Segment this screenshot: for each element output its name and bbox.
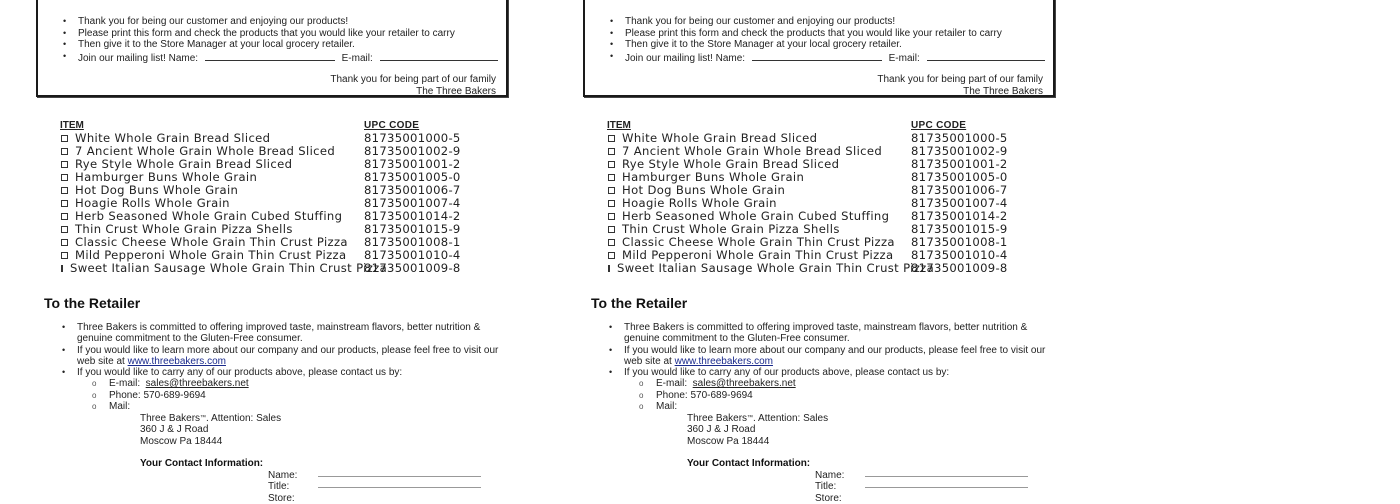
- product-checkbox[interactable]: [61, 135, 68, 142]
- customer-bullets: [605, 16, 1045, 64]
- product-row: [607, 262, 1008, 275]
- mailing-email-field[interactable]: [927, 51, 1045, 61]
- contact-field-store: [815, 493, 1028, 504]
- customer-box: [36, 0, 508, 97]
- product-name: Mild Pepperoni Whole Grain Thin Crust Pizza: [75, 248, 347, 262]
- contact-info-title: Your Contact Information:: [140, 458, 264, 469]
- retailer-bullet-text: If you would like to carry any of our products above, please contact us by:: [624, 367, 950, 379]
- product-checkbox[interactable]: [608, 174, 615, 181]
- field-label: Name:: [815, 470, 845, 481]
- product-checkbox[interactable]: [61, 213, 68, 220]
- product-checkbox[interactable]: [61, 265, 63, 272]
- product-upc: 81735001014-2: [911, 209, 1008, 223]
- contact-field-title: [268, 481, 481, 492]
- product-name: White Whole Grain Bread Sliced: [622, 131, 818, 145]
- product-checkbox[interactable]: [608, 213, 615, 220]
- mailing-list-label: Join our mailing list! Name:: [78, 52, 199, 64]
- product-upc: 81735001008-1: [364, 235, 461, 249]
- mailing-name-field[interactable]: [752, 51, 882, 61]
- mailing-email-label: E-mail:: [341, 52, 373, 64]
- email-link[interactable]: sales@threebakers.net: [145, 378, 249, 390]
- contact-mail: o Mail:: [624, 401, 1049, 412]
- field-label: Store:: [268, 492, 295, 504]
- product-upc: 81735001006-7: [364, 183, 461, 197]
- contact-field-title: [815, 481, 1028, 492]
- product-checkbox[interactable]: [608, 239, 615, 246]
- product-checkbox[interactable]: [608, 135, 615, 142]
- product-checkbox[interactable]: [61, 226, 68, 233]
- product-upc: 81735001015-9: [911, 222, 1008, 236]
- retailer-bullet: [609, 367, 1049, 412]
- product-checkbox[interactable]: [608, 226, 615, 233]
- website-link[interactable]: www.threebakers.com: [674, 355, 773, 367]
- product-checkbox[interactable]: [61, 187, 68, 194]
- retailer-bullet: [62, 345, 502, 368]
- contact-methods: [77, 378, 502, 412]
- email-label: E-mail:: [109, 378, 146, 390]
- website-link[interactable]: www.threebakers.com: [127, 355, 226, 367]
- flyer-right: [547, 0, 1077, 504]
- address-line3: Moscow Pa 18444: [140, 435, 223, 447]
- product-checkbox[interactable]: [608, 200, 615, 207]
- product-name: Hoagie Rolls Whole Grain: [75, 196, 230, 210]
- field-label: Title:: [268, 481, 290, 493]
- product-name: Classic Cheese Whole Grain Thin Crust Pizza: [75, 235, 348, 249]
- product-checklist: [60, 120, 461, 275]
- contact-methods: [624, 378, 1049, 412]
- product-checkbox[interactable]: [608, 187, 615, 194]
- contact-field-name: [815, 470, 1028, 481]
- product-name: Sweet Italian Sausage Whole Grain Thin Crust Pizza: [617, 261, 935, 275]
- address-line3: Moscow Pa 18444: [687, 435, 770, 447]
- item-column-header: ITEM: [607, 120, 631, 131]
- product-name: Sweet Italian Sausage Whole Grain Thin Crust Pizza: [70, 261, 388, 275]
- product-name: Hot Dog Buns Whole Grain: [75, 183, 239, 197]
- product-name: Hoagie Rolls Whole Grain: [622, 196, 777, 210]
- product-upc: 81735001001-2: [364, 157, 461, 171]
- product-name: Thin Crust Whole Grain Pizza Shells: [75, 222, 293, 236]
- customer-bullets: [58, 16, 498, 64]
- product-checkbox[interactable]: [61, 161, 68, 168]
- email-label: E-mail:: [656, 378, 693, 390]
- product-checkbox[interactable]: [61, 200, 68, 207]
- mailing-email-label: E-mail:: [888, 52, 920, 64]
- product-upc: 81735001010-4: [364, 248, 461, 262]
- field-label: Title:: [815, 481, 837, 493]
- upc-column-header: UPC CODE: [911, 120, 967, 131]
- customer-bullet: • Thank you for being our customer and enjoying our products!: [58, 16, 498, 28]
- product-name: Rye Style Whole Grain Bread Sliced: [75, 157, 293, 171]
- field-label: Store:: [815, 492, 842, 504]
- contact-info-fields: [815, 470, 1028, 504]
- product-checkbox[interactable]: [61, 252, 68, 259]
- product-name: Hamburger Buns Whole Grain: [622, 170, 805, 184]
- attention-text: . Attention: Sales: [206, 413, 282, 424]
- product-upc: 81735001009-8: [364, 261, 461, 275]
- product-upc: 81735001008-1: [911, 235, 1008, 249]
- mailing-list-bullet: [58, 51, 498, 65]
- product-name: Herb Seasoned Whole Grain Cubed Stuffing: [75, 209, 343, 223]
- retailer-section-title: To the Retailer: [44, 295, 141, 311]
- product-checkbox[interactable]: [608, 252, 615, 259]
- product-upc: 81735001000-5: [364, 131, 461, 145]
- trademark-symbol: ™: [747, 415, 754, 421]
- retailer-bullet-text: If you would like to carry any of our products above, please contact us by:: [77, 367, 403, 379]
- retailer-bullet: [609, 345, 1049, 368]
- address-line2: 360 J & J Road: [687, 424, 756, 436]
- customer-bullet: • Thank you for being our customer and enjoying our products!: [605, 16, 1045, 28]
- customer-bullet: • Then give it to the Store Manager at your local grocery retailer.: [58, 39, 498, 51]
- field-label: Name:: [268, 470, 298, 481]
- signoff-line2: The Three Bakers: [416, 85, 496, 97]
- retailer-bullets: [62, 322, 502, 412]
- mailing-list-label: Join our mailing list! Name:: [625, 52, 746, 64]
- product-name: Rye Style Whole Grain Bread Sliced: [622, 157, 840, 171]
- title-input-line[interactable]: [865, 481, 1028, 488]
- product-name: Hot Dog Buns Whole Grain: [622, 183, 786, 197]
- retailer-bullet-text: If you would like to learn more about our company and our products, please feel free to visit our web site at: [624, 344, 1046, 367]
- product-checkbox[interactable]: [61, 148, 68, 155]
- product-upc: 81735001009-8: [911, 261, 1008, 275]
- mailing-email-field[interactable]: [380, 51, 498, 61]
- product-name: Thin Crust Whole Grain Pizza Shells: [622, 222, 840, 236]
- product-upc: 81735001002-9: [911, 144, 1008, 158]
- product-row: [60, 262, 461, 275]
- signoff: [877, 74, 1043, 97]
- customer-bullet: • Please print this form and check the products that you would like your retailer to carry: [58, 28, 498, 40]
- title-input-line[interactable]: [318, 481, 481, 488]
- product-upc: 81735001007-4: [911, 196, 1008, 210]
- product-name: Herb Seasoned Whole Grain Cubed Stuffing: [622, 209, 890, 223]
- trademark-symbol: ™: [200, 415, 207, 421]
- address-line2: 360 J & J Road: [140, 424, 209, 436]
- company-name: Three Bakers: [687, 413, 748, 424]
- product-upc: 81735001000-5: [911, 131, 1008, 145]
- contact-info-fields: [268, 470, 481, 504]
- attention-text: . Attention: Sales: [753, 413, 829, 424]
- product-upc: 81735001010-4: [911, 248, 1008, 262]
- upc-column-header: UPC CODE: [364, 120, 420, 131]
- product-upc: 81735001005-0: [911, 170, 1008, 184]
- product-name: 7 Ancient Whole Grain Whole Bread Sliced: [622, 144, 883, 158]
- address-line1: [140, 413, 281, 424]
- retailer-bullet-text: If you would like to learn more about our company and our products, please feel free to visit our web site at: [77, 344, 499, 367]
- contact-mail: o Mail:: [77, 401, 502, 412]
- product-name: White Whole Grain Bread Sliced: [75, 131, 271, 145]
- retailer-section-title: To the Retailer: [591, 295, 688, 311]
- mailing-address: [140, 413, 281, 447]
- email-link[interactable]: sales@threebakers.net: [692, 378, 796, 390]
- mailing-address: [687, 413, 828, 447]
- product-upc: 81735001001-2: [911, 157, 1008, 171]
- retailer-bullet: • Three Bakers is committed to offering improved taste, mainstream flavors, better nutrition & genuine commitment to the Gluten-Free consumer.: [609, 322, 1049, 345]
- address-line1: [687, 413, 828, 424]
- product-checkbox[interactable]: [608, 148, 615, 155]
- product-checkbox[interactable]: [608, 265, 610, 272]
- signoff: [330, 74, 496, 97]
- customer-box: [583, 0, 1055, 97]
- name-input-line[interactable]: [318, 470, 481, 477]
- product-checkbox[interactable]: [61, 174, 68, 181]
- product-upc: 81735001015-9: [364, 222, 461, 236]
- product-checkbox[interactable]: [61, 239, 68, 246]
- product-checklist: [607, 120, 1008, 275]
- customer-bullet: • Please print this form and check the products that you would like your retailer to carry: [605, 28, 1045, 40]
- signoff-line2: The Three Bakers: [963, 85, 1043, 97]
- product-name: Hamburger Buns Whole Grain: [75, 170, 258, 184]
- product-name: Mild Pepperoni Whole Grain Thin Crust Pizza: [622, 248, 894, 262]
- product-upc: 81735001007-4: [364, 196, 461, 210]
- item-column-header: ITEM: [60, 120, 84, 131]
- mailing-name-field[interactable]: [205, 51, 335, 61]
- product-upc: 81735001014-2: [364, 209, 461, 223]
- contact-field-store: [268, 493, 481, 504]
- contact-email: [624, 378, 1049, 389]
- contact-info-title: Your Contact Information:: [687, 458, 811, 469]
- mailing-list-bullet: [605, 51, 1045, 65]
- flyer-left: [0, 0, 530, 504]
- company-name: Three Bakers: [140, 413, 201, 424]
- contact-phone: o Phone: 570-689-9694: [624, 390, 1049, 401]
- retailer-bullets: [609, 322, 1049, 412]
- product-upc: 81735001002-9: [364, 144, 461, 158]
- product-checkbox[interactable]: [608, 161, 615, 168]
- retailer-bullet: [62, 367, 502, 412]
- product-name: Classic Cheese Whole Grain Thin Crust Pizza: [622, 235, 895, 249]
- product-upc: 81735001006-7: [911, 183, 1008, 197]
- customer-bullet: • Then give it to the Store Manager at your local grocery retailer.: [605, 39, 1045, 51]
- name-input-line[interactable]: [865, 470, 1028, 477]
- contact-phone: o Phone: 570-689-9694: [77, 390, 502, 401]
- signoff-line1: Thank you for being part of our family: [877, 74, 1043, 85]
- product-name: 7 Ancient Whole Grain Whole Bread Sliced: [75, 144, 336, 158]
- product-upc: 81735001005-0: [364, 170, 461, 184]
- contact-email: [77, 378, 502, 389]
- contact-field-name: [268, 470, 481, 481]
- retailer-bullet: • Three Bakers is committed to offering improved taste, mainstream flavors, better nutrition & genuine commitment to the Gluten-Free consumer.: [62, 322, 502, 345]
- signoff-line1: Thank you for being part of our family: [330, 74, 496, 85]
